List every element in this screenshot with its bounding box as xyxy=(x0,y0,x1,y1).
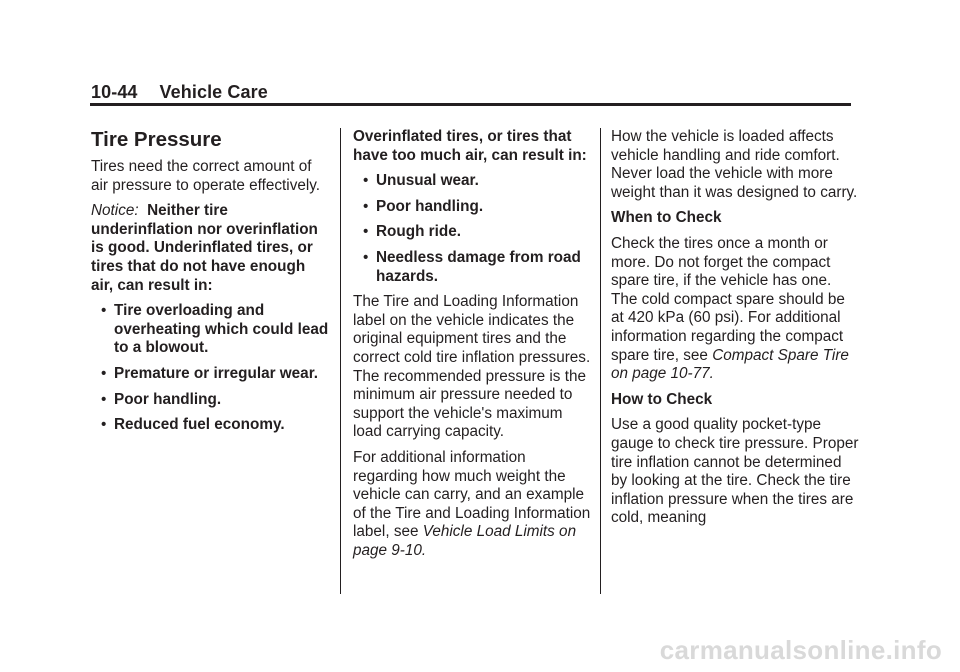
subheading-how-to-check: How to Check xyxy=(611,390,713,408)
list-item: • Tire overloading and overheating which could lead to a blowout. xyxy=(101,302,329,357)
when-to-check-paragraph: Check the tires once a month or more. Do not forget the compact spare tire, if the vehicle has one. The cold compact spare should be at 420 kPa (60 psi). For additional information regarding the compact spare tire, see Compact Spare Tire on page 10-77. xyxy=(611,234,849,383)
bullet-icon: • xyxy=(101,390,107,408)
cross-reference-link[interactable]: Vehicle Load Limits on page 9-10. xyxy=(353,523,577,559)
list-item: • Poor handling. xyxy=(363,197,484,215)
subheading-when-to-check: When to Check xyxy=(611,209,722,227)
bullet-icon: • xyxy=(363,172,369,190)
list-item: • Needless damage from road hazards. xyxy=(363,248,581,285)
loading-paragraph: How the vehicle is loaded affects vehicle handling and ride comfort. Never load the vehicle with more weight than it was designed to carry. xyxy=(611,128,858,201)
list-item: • Premature or irregular wear. xyxy=(101,364,319,382)
additional-info-paragraph: For additional information regarding how much weight the vehicle can carry, and an example of the Tire and Loading Information label, see Vehicle Load Limits on page 9-10. xyxy=(353,448,591,559)
column-2 xyxy=(353,128,593,567)
page-header xyxy=(91,82,268,103)
list-item: • Poor handling. xyxy=(101,390,222,408)
notice-paragraph xyxy=(91,202,331,295)
column-3 xyxy=(611,128,861,535)
bullet-icon: • xyxy=(363,248,369,266)
list-item: • Reduced fuel economy. xyxy=(101,416,285,434)
section-title: Vehicle Care xyxy=(159,82,268,102)
bullet-icon: • xyxy=(363,197,369,215)
list-item: • Rough ride. xyxy=(363,223,461,241)
overinflation-list xyxy=(353,172,593,286)
column-divider xyxy=(340,128,341,594)
bullet-icon: • xyxy=(101,302,107,320)
watermark: carmanualsonline.info xyxy=(659,635,942,665)
column-divider xyxy=(600,128,601,594)
section-heading: Tire Pressure xyxy=(91,128,222,151)
header-rule xyxy=(90,103,851,106)
page-number: 10-44 xyxy=(91,82,138,102)
bullet-icon: • xyxy=(363,223,369,241)
list-item: • Unusual wear. xyxy=(363,172,479,190)
cross-reference-link[interactable]: Compact Spare Tire on page 10-77. xyxy=(611,346,849,383)
notice-text: Neither tire underinflation nor overinflation is good. Underinflated tires, or tires that do not have enough air, can result in: xyxy=(91,202,318,294)
bullet-icon: • xyxy=(101,364,107,382)
how-to-check-paragraph: Use a good quality pocket-type gauge to check tire pressure. Proper tire inflation cannot be determined by looking at the tire. Check the tire inflation pressure when the tires are cold, meaning xyxy=(611,416,859,527)
underinflation-list xyxy=(91,302,331,435)
notice-label: Notice: xyxy=(91,202,139,220)
column-1 xyxy=(91,128,331,442)
overinflation-intro: Overinflated tires, or tires that have too much air, can result in: xyxy=(353,128,587,164)
label-paragraph: The Tire and Loading Information label on the vehicle indicates the original equipment tires and the correct cold tire inflation pressures. The recommended pressure is the minimum air pressure needed to support the vehicle's maximum load carrying capacity. xyxy=(353,293,591,441)
intro-paragraph: Tires need the correct amount of air pressure to operate effectively. xyxy=(91,158,321,194)
bullet-icon: • xyxy=(101,416,107,434)
